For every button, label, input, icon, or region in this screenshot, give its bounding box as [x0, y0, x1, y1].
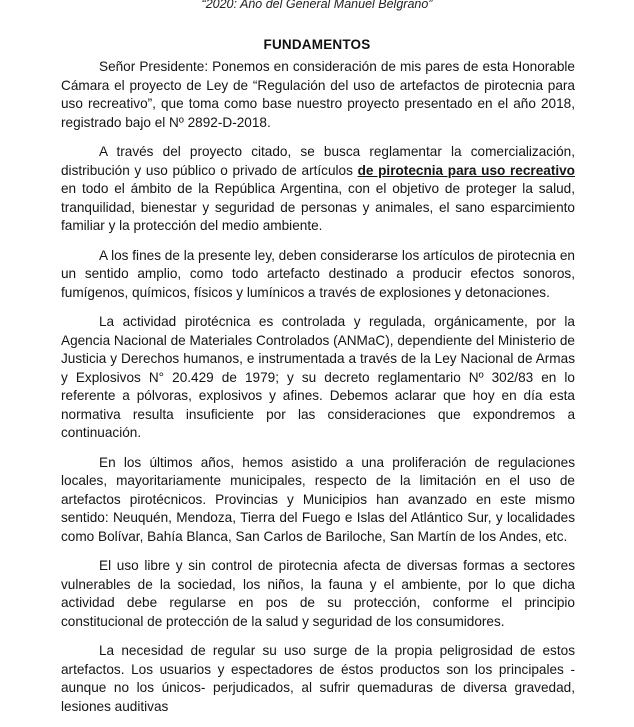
- paragraph-regulation: La actividad pirotécnica es controlada y regulada, orgánicamente, por la Agencia Nacional de Materiales Controlados (ANMaC), dependiente del Ministerio de Justicia y Derechos humanos, e instrumentada a través de la Ley Nacional de Armas y Explosivos N° 20.429 de 1979; y su decreto reglamentario Nº 302/83 en lo referente a pólvoras, explosivos y afines. Debemos aclarar que hoy en día esta normativa resulta insuficiente por las consideraciones que expondremos a continuación.: [61, 314, 575, 440]
- paragraph-vulnerable-sectors: El uso libre y sin control de pirotecnia afecta de diversas formas a sectores vulnerables de la sociedad, los niños, la fauna y el ambiente, por lo que dicha actividad debe regularse en pos de su protección, conforme el principio constitucional de protección de la salud y seguridad de los consumidores.: [61, 558, 575, 629]
- paragraph-objective-text-1: A través del proyecto citado, se busca reglamentar la comercialización, distribución y uso público o privado de artículos: [61, 144, 575, 178]
- paragraph-objective: [61, 143, 575, 236]
- paragraph-danger: La necesidad de regular su uso surge de la propia peligrosidad de estos artefactos. Los usuarios y espectadores de éstos productos son los principales -aunque no los únicos- perjudicados, al sufrir quemaduras de diversa gravedad, lesiones auditivas: [61, 643, 575, 714]
- paragraph-definition: A los fines de la presente ley, deben considerarse los artículos de pirotecnia en un sentido amplio, como todo artefacto destinado a producir efectos sonoros, fumígenos, químicos, físicos y lumínicos a través de explosiones y detonaciones.: [61, 247, 575, 300]
- header-motto: “2020: Año del General Manuel Belgrano”: [201, 0, 433, 11]
- section-title: FUNDAMENTOS: [263, 37, 371, 52]
- paragraph-objective-text-2: en todo el ámbito de la República Argentina, con el objetivo de proteger la salud, tranquilidad, bienestar y seguridad de personas y animales, el sano esparcimiento familiar y la protección del medio ambiente.: [61, 181, 575, 233]
- underlined-emphasis: de pirotecnia para uso recreativo: [357, 162, 575, 178]
- paragraph-local-regulations: En los últimos años, hemos asistido a una proliferación de regulaciones locales, mayoritariamente municipales, respecto de la limitación en el uso de artefactos pirotécnicos. Provincias y Municipios han avanzado en este mismo sentido: Neuquén, Mendoza, Tierra del Fuego e Islas del Atlántico Sur, y localidades como Bolívar, Bahía Blanca, San Carlos de Bariloche, San Martín de los Andes, etc.: [61, 454, 575, 544]
- paragraph-intro: Señor Presidente: Ponemos en consideración de mis pares de esta Honorable Cámara el proyecto de Ley de “Regulación del uso de artefactos de pirotecnia para uso recreativo”, que toma como base nuestro proyecto presentado en el año 2018, registrado bajo el Nº 2892-D-2018.: [61, 59, 575, 130]
- document-body: [61, 58, 575, 727]
